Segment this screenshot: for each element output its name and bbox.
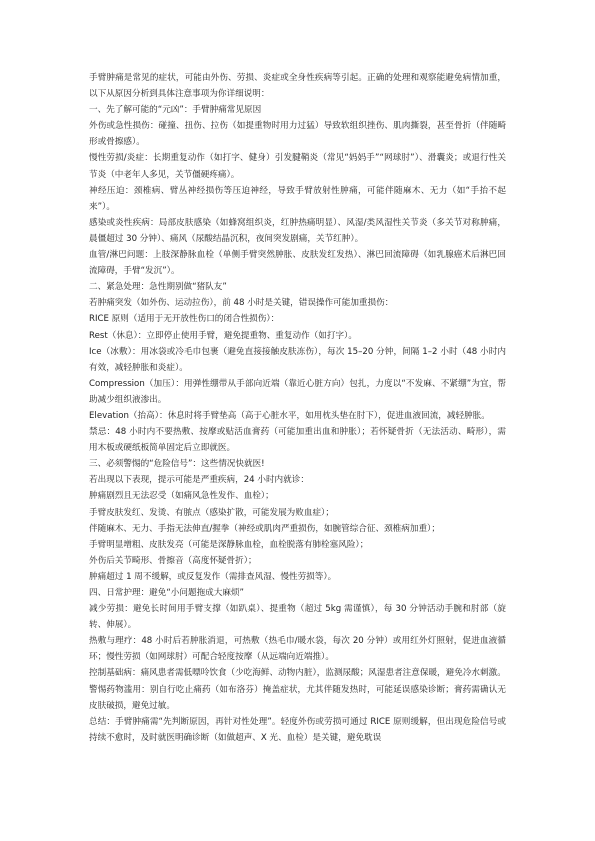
body-paragraph: RICE 原则（适用于无开放性伤口的闭合性损伤）： bbox=[89, 314, 280, 325]
care-item: 减少劳损：避免长时间用手臂支撑（如趴桌）、提重物（超过 5kg 需谨慎），每 30 分钟活动手腕和肘部（旋转、伸展）。 bbox=[89, 604, 506, 631]
rice-item: Ice（冰敷）：用冰袋或冷毛巾包裹（避免直接接触皮肤冻伤），每次 15–20 分钟，间隔 1–2 小时（48 小时内有效，减轻肿胀和炎症）。 bbox=[89, 346, 506, 373]
danger-sign-item: 手臂皮肤发红、发烫、有脓点（感染扩散，可能发展为败血症）； bbox=[89, 507, 334, 518]
rice-item: Rest（休息）：立即停止使用手臂，避免提重物、重复动作（如打字）。 bbox=[89, 330, 357, 341]
cause-item: 神经压迫：颈椎病、臂丛神经损伤等压迫神经，导致手臂放射性肿痛，可能伴随麻木、无力（如“手抬不起来”）。 bbox=[89, 185, 506, 212]
cause-item: 血管/淋巴问题：上肢深静脉血栓（单侧手臂突然肿胀、皮肤发红发热）、淋巴回流障碍（如乳腺癌术后淋巴回流障碍，手臂“发沉”）。 bbox=[89, 250, 506, 277]
cause-item: 感染或炎性疾病：局部皮肤感染（如蜂窝组织炎，红肿热痛明显）、风湿/类风湿性关节炎（多关节对称肿痛，晨僵超过 30 分钟）、痛风（尿酸结晶沉积，夜间突发剧痛，关节红肿）。 bbox=[89, 217, 506, 244]
rice-item: Compression（加压）：用弹性绷带从手部向近端（靠近心脏方向）包扎，力度以“不发麻、不紧绷”为宜，帮助减少组织液渗出。 bbox=[89, 378, 506, 405]
rice-item: Elevation（抬高）：休息时将手臂垫高（高于心脏水平，如用枕头垫在肘下），促进血液回流，减轻肿胀。 bbox=[89, 410, 490, 421]
body-paragraph: 若肿痛突发（如外伤、运动拉伤），前 48 小时是关键，错误操作可能加重损伤： bbox=[89, 298, 394, 309]
body-paragraph: 若出现以下表现，提示可能是严重疾病，24 小时内就诊： bbox=[89, 475, 309, 486]
cause-item: 外伤或急性损伤：碰撞、扭伤、拉伤（如提重物时用力过猛）导致软组织挫伤、肌肉撕裂，甚至骨折（伴随畸形或骨擦感）。 bbox=[89, 121, 506, 148]
section-heading: 三、必须警惕的“危险信号”：这些情况快就医! bbox=[89, 459, 265, 470]
danger-sign-item: 外伤后关节畸形、骨擦音（高度怀疑骨折）； bbox=[89, 555, 257, 566]
danger-sign-item: 肿痛超过 1 周不缓解，或反复发作（需排查风湿、慢性劳损等）。 bbox=[89, 571, 337, 582]
danger-sign-item: 肿痛剧烈且无法忍受（如痛风急性发作、血栓）； bbox=[89, 491, 274, 502]
intro-paragraph: 手臂肿痛是常见的症状，可能由外伤、劳损、炎症或全身性疾病等引起。正确的处理和观察能避免病情加重，以下从原因分析到具体注意事项为你详细说明： bbox=[89, 73, 506, 100]
section-heading: 四、日常护理：避免“小问题拖成大麻烦” bbox=[89, 588, 244, 598]
danger-sign-item: 伴随麻木、无力、手指无法伸直/握拳（神经或肌肉严重损伤，如腕管综合征、颈椎病加重）； bbox=[89, 523, 440, 534]
summary-paragraph: 总结：手臂肿痛需“先判断原因，再针对性处理”。轻度外伤或劳损可通过 RICE 原则缓解，但出现危险信号或持续不愈时，及时就医明确诊断（如做超声、X 光、血检）是关键，避免耽误 bbox=[89, 716, 506, 743]
care-item: 警惕药物滥用：别自行吃止痛药（如布洛芬）掩盖症状，尤其伴随发热时，可能延误感染诊断；膏药需确认无皮肤破损，避免过敏。 bbox=[89, 684, 506, 711]
care-item: 控制基础病：痛风患者需低嘌呤饮食（少吃海鲜、动物内脏），监测尿酸；风湿患者注意保暖，避免冷水刺激。 bbox=[89, 668, 506, 679]
danger-sign-item: 手臂明显增粗、皮肤发亮（可能是深静脉血栓，血栓脱落有肺栓塞风险）； bbox=[89, 539, 369, 550]
warning-paragraph: 禁忌：48 小时内不要热敷、按摩或贴活血膏药（可能加重出血和肿胀）；若怀疑骨折（无法活动、畸形），需用木板或硬纸板简单固定后立即就医。 bbox=[89, 427, 506, 454]
cause-item: 慢性劳损/炎症：长期重复动作（如打字、健身）引发腱鞘炎（常见“妈妈手”“网球肘”）、滑囊炎；或退行性关节炎（中老年人多见，关节僵硬疼痛）。 bbox=[89, 153, 506, 180]
section-heading: 二、紧急处理：急性期别做“猪队友” bbox=[89, 282, 227, 293]
care-item: 热敷与理疗：48 小时后若肿胀消退，可热敷（热毛巾/暖水袋，每次 20 分钟）或用红外灯照射，促进血液循环；慢性劳损（如网球肘）可配合轻度按摩（从远端向近端推）。 bbox=[89, 636, 506, 663]
section-heading: 一、先了解可能的“元凶”：手臂肿痛常见原因 bbox=[89, 105, 262, 116]
